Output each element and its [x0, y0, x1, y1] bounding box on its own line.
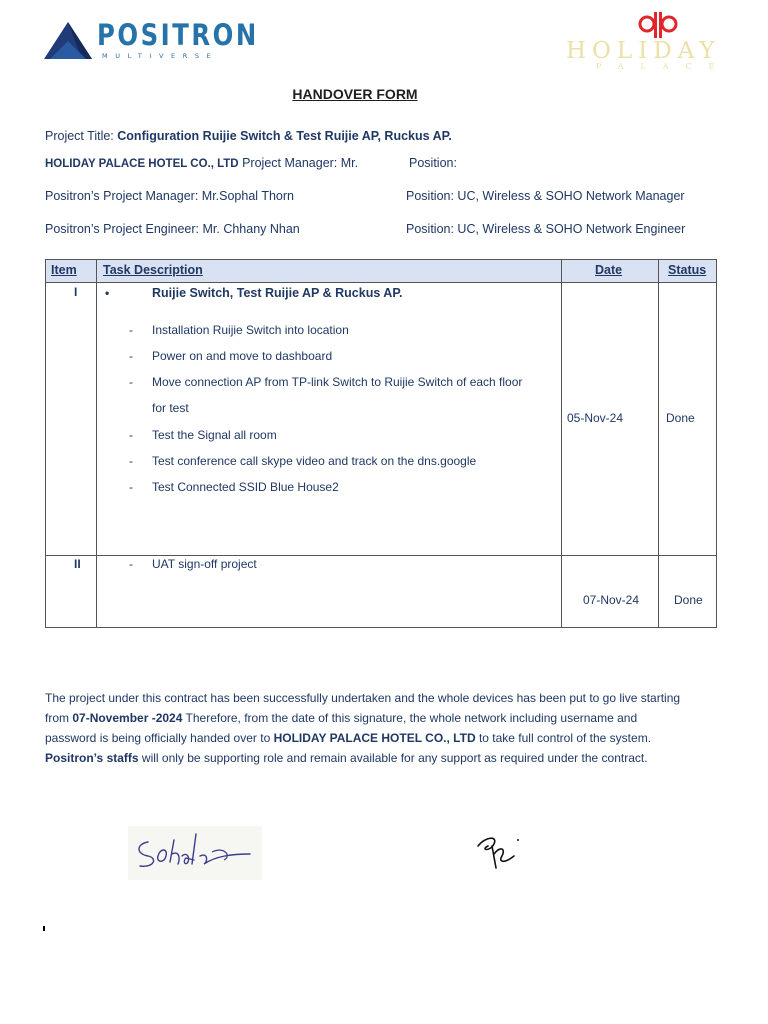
- project-title-line: [45, 129, 452, 143]
- dash-marker: -: [129, 557, 133, 571]
- dash-marker: -: [129, 480, 133, 494]
- task-table: [45, 259, 717, 628]
- holiday-palace-wordmark: HOLIDAY: [566, 38, 721, 64]
- dash-marker: -: [129, 428, 133, 442]
- holiday-palace-tagline: PALACE: [596, 62, 732, 71]
- task-item: Test Connected SSID Blue House2: [152, 480, 339, 494]
- row-2-item: II: [74, 557, 81, 571]
- statement-line: password is being officially handed over to HOLIDAY PALACE HOTEL CO., LTD to take full control of the system.: [45, 731, 652, 745]
- row-1-bullet: •: [105, 286, 110, 300]
- statement-line: from 07-November -2024 Therefore, from the date of this signature, the whole network including username and: [45, 711, 638, 725]
- dash-marker: -: [129, 454, 133, 468]
- task-item: UAT sign-off project: [152, 557, 257, 571]
- task-item: Move connection AP from TP-link Switch to Ruijie Switch of each floor: [152, 375, 523, 389]
- positron-pm: Positron’s Project Manager: Mr.Sophal Thorn: [45, 189, 294, 203]
- row-2-status: Done: [674, 593, 703, 607]
- row-divider: [46, 555, 716, 556]
- row-1-item: I: [74, 285, 78, 299]
- signature-sophal: [128, 826, 262, 880]
- task-item: Installation Ruijie Switch into location: [152, 323, 349, 337]
- header-task-description: Task Description: [103, 263, 203, 277]
- page-mark: [43, 926, 45, 931]
- client-name: HOLIDAY PALACE HOTEL CO., LTD: [45, 158, 239, 170]
- handover-statement: [45, 688, 725, 768]
- positron-engineer-position: Position: UC, Wireless & SOHO Network Engineer: [406, 222, 686, 236]
- positron-tagline: MULTIVERSE: [102, 52, 219, 60]
- dash-marker: -: [129, 375, 133, 389]
- form-title: HANDOVER FORM: [292, 86, 418, 102]
- column-divider: [561, 260, 562, 628]
- row-1-heading: Ruijie Switch, Test Ruijie AP & Ruckus AP.: [152, 286, 403, 300]
- client-pm-label: Project Manager: Mr.: [242, 156, 359, 170]
- task-item-continuation: for test: [152, 401, 189, 415]
- row-2-date: 07-Nov-24: [583, 593, 640, 607]
- positron-engineer: Positron’s Project Engineer: Mr. Chhany Nhan: [45, 222, 300, 236]
- signature-client: [474, 830, 526, 874]
- statement-line: The project under this contract has been successfully undertaken and the whole devices has been put to go live starting: [45, 691, 681, 705]
- column-divider: [658, 260, 659, 628]
- project-title-label: Project Title:: [45, 129, 114, 143]
- dash-marker: -: [129, 349, 133, 363]
- client-line: [45, 156, 358, 170]
- client-position-label: Position:: [409, 156, 457, 170]
- header-status: Status: [668, 263, 707, 277]
- project-title-value: Configuration Ruijie Switch & Test Ruijie AP, Ruckus AP.: [117, 129, 452, 143]
- task-item: Power on and move to dashboard: [152, 349, 333, 363]
- task-item: Test conference call skype video and track on the dns.google: [152, 454, 477, 468]
- row-1-date: 05-Nov-24: [567, 411, 624, 425]
- dash-marker: -: [129, 323, 133, 337]
- header-date: Date: [595, 263, 623, 277]
- statement-line: Positron’s staffs will only be supporting role and remain available for any support as required under the contract.: [45, 751, 648, 765]
- positron-wordmark: POSITRON: [97, 18, 259, 52]
- positron-pm-position: Position: UC, Wireless & SOHO Network Manager: [406, 189, 685, 203]
- row-1-status: Done: [666, 411, 695, 425]
- header-item: Item: [51, 263, 77, 277]
- column-divider: [96, 260, 97, 628]
- task-item: Test the Signal all room: [152, 428, 277, 442]
